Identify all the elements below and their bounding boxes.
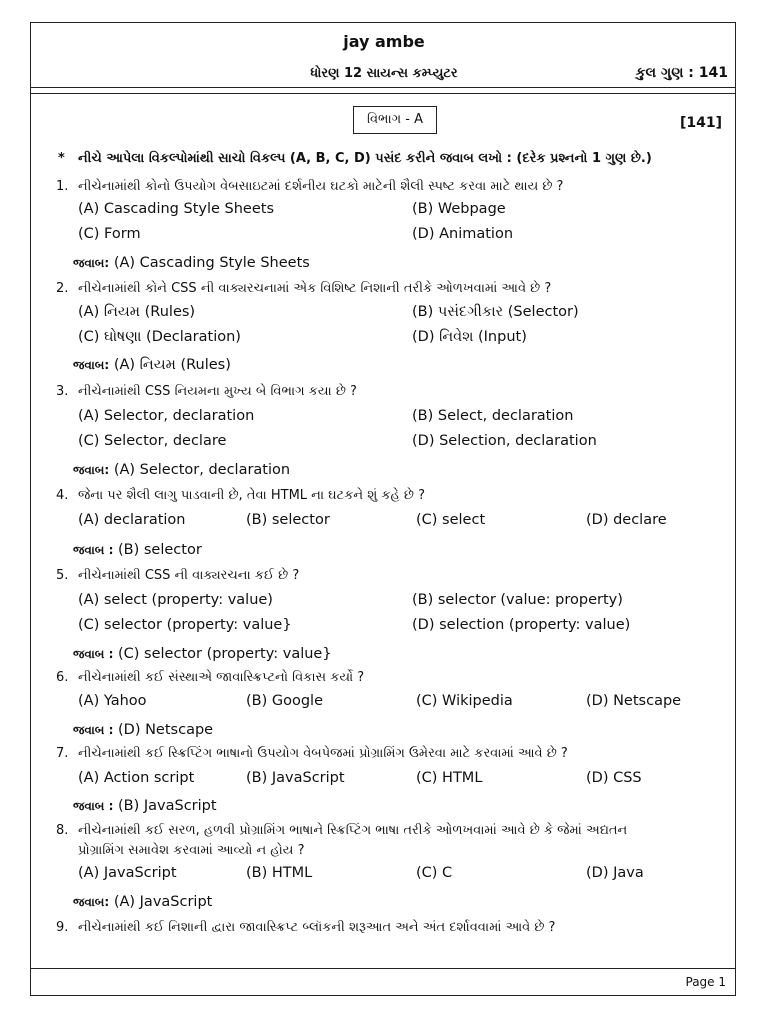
answer-7: [73, 798, 217, 814]
question-8-continued: પ્રોગ્રામિંગ સમાવેશ કરવામાં આવ્યો ન હોય ?: [78, 843, 305, 858]
option-b: (B) Select, declaration: [412, 408, 574, 424]
section-marks: [141]: [679, 115, 722, 131]
option-b: (B) selector: [246, 512, 330, 528]
page-number: Page 1: [685, 975, 726, 989]
option-b: (B) પસંદગીકાર (Selector): [412, 304, 579, 320]
question-8: [56, 823, 627, 838]
answer-label: જવાબ:: [73, 256, 110, 270]
option-d: (D) Java: [586, 865, 644, 881]
answer-3: [73, 462, 290, 478]
answer-text: (A) નિયમ (Rules): [113, 357, 231, 373]
option-c: (C) Wikipedia: [416, 693, 513, 709]
question-text: નીચેનામાંથી CSS નિયમના મુખ્ય બે વિભાગ કયા છે ?: [78, 384, 357, 399]
option-d: (D) Animation: [412, 226, 514, 242]
answer-label: જવાબ:: [73, 463, 110, 477]
footer-divider: [30, 968, 736, 969]
answer-label: જવાબ :: [73, 799, 114, 813]
question-number: 1.: [56, 179, 69, 194]
question-text: જેના પર શૈલી લાગુ પાડવાની છે, તેવા HTML ના ઘટકને શું કહે છે ?: [78, 488, 426, 503]
option-b: (B) selector (value: property): [412, 592, 623, 608]
option-d: (D) selection (property: value): [412, 617, 631, 633]
question-number: 8.: [56, 823, 69, 838]
option-a: (A) Yahoo: [78, 693, 147, 709]
total-marks: કુલ ગુણ : 141: [635, 65, 728, 81]
question-number: 2.: [56, 281, 69, 296]
question-number: 7.: [56, 746, 69, 761]
option-c: (C) C: [416, 865, 453, 881]
option-a: (A) declaration: [78, 512, 186, 528]
subject-title: ધોરણ 12 સાયન્સ કમ્પ્યુટર: [310, 66, 458, 81]
answer-4: [73, 542, 202, 558]
option-d: (D) નિવેશ (Input): [412, 329, 527, 345]
option-b: (B) Google: [246, 693, 324, 709]
header-divider: [30, 87, 736, 88]
question-7: [56, 746, 568, 761]
question-text: નીચેનામાંથી કઈ નિશાની દ્વારા જાવાસ્ક્રિપ્ટ બ્લૉકની શરૂઆત અને અંત દર્શાવવામાં આવે છે ?: [78, 920, 556, 935]
option-c: (C) Selector, declare: [78, 433, 227, 449]
question-number: 5.: [56, 568, 69, 583]
answer-label: જવાબ :: [73, 723, 114, 737]
option-b: (B) JavaScript: [246, 770, 345, 786]
option-d: (D) Netscape: [586, 693, 682, 709]
question-number: 6.: [56, 670, 69, 685]
option-b: (B) HTML: [246, 865, 313, 881]
answer-label: જવાબ:: [73, 895, 110, 909]
answer-text: (A) Cascading Style Sheets: [113, 255, 310, 271]
answer-text: (C) selector (property: value}: [118, 646, 332, 662]
question-text: નીચેનામાંથી કઈ સંસ્થાએ જાવાસ્ક્રિપ્ટનો વિકાસ કર્યો ?: [78, 670, 365, 685]
answer-text: (B) selector: [118, 542, 202, 558]
question-text: નીચેનામાંથી કઈ સ્ક્રિપ્ટિંગ ભાષાનો ઉપયોગ વેબપેજમાં પ્રોગ્રામિંગ ઉમેરવા માટે કરવામાં આવે છે ?: [78, 746, 568, 761]
question-text: નીચેનામાંથી કોને CSS ની વાક્યરચનામાં એક વિશિષ્ટ નિશાની તરીકે ઓળખવામાં આવે છે ?: [78, 281, 552, 296]
answer-text: (A) JavaScript: [113, 894, 213, 910]
answer-label: જવાબ:: [73, 358, 110, 372]
header-divider-double: [30, 93, 736, 94]
question-5: [56, 568, 299, 583]
option-a: (A) JavaScript: [78, 865, 177, 881]
answer-6: [73, 722, 213, 738]
question-text: નીચેનામાંથી CSS ની વાક્યરચના કઈ છે ?: [78, 568, 300, 583]
question-1: [56, 179, 563, 194]
question-4: [56, 488, 425, 503]
option-c: (C) select: [416, 512, 486, 528]
answer-text: (D) Netscape: [118, 722, 214, 738]
star-icon: *: [58, 151, 65, 166]
question-number: 3.: [56, 384, 69, 399]
option-a: (A) Action script: [78, 770, 195, 786]
instruction: [58, 151, 652, 166]
option-d: (D) CSS: [586, 770, 642, 786]
question-6: [56, 670, 364, 685]
answer-8: [73, 894, 212, 910]
option-b: (B) Webpage: [412, 201, 506, 217]
option-a: (A) select (property: value): [78, 592, 273, 608]
school-name: jay ambe: [343, 32, 425, 51]
answer-label: જવાબ :: [73, 647, 114, 661]
question-2: [56, 281, 551, 296]
option-c: (C) selector (property: value}: [78, 617, 292, 633]
question-9: [56, 920, 555, 935]
answer-5: [73, 646, 332, 662]
option-c: (C) Form: [78, 226, 141, 242]
option-d: (D) Selection, declaration: [412, 433, 597, 449]
answer-text: (A) Selector, declaration: [113, 462, 291, 478]
instruction-text: નીચે આપેલા વિકલ્પોમાંથી સાચો વિકલ્પ (A, B, C, D) પસંદ કરીને જવાબ લખો : (દરેક પ્રશ્નનો 1 ગુણ છે.): [78, 151, 652, 166]
option-c: (C) HTML: [416, 770, 483, 786]
answer-label: જવાબ :: [73, 543, 114, 557]
question-number: 4.: [56, 488, 69, 503]
section-title: વિભાગ - A: [353, 106, 437, 134]
option-a: (A) નિયમ (Rules): [78, 304, 196, 320]
answer-text: (B) JavaScript: [118, 798, 217, 814]
option-c: (C) ઘોષણા (Declaration): [78, 329, 241, 345]
option-a: (A) Cascading Style Sheets: [78, 201, 275, 217]
question-text: નીચેનામાંથી કઈ સરળ, હળવી પ્રોગ્રામિંગ ભાષાને સ્ક્રિપ્ટિંગ ભાષા તરીકે ઓળખવામાં આવે છે કે જેમાં અદ્યતન: [78, 823, 628, 838]
question-text: નીચેનામાંથી કોનો ઉપયોગ વેબસાઇટમાં દર્શનીય ઘટકો માટેની શૈલી સ્પષ્ટ કરવા માટે થાય છે ?: [78, 179, 564, 194]
answer-2: [73, 357, 231, 373]
option-a: (A) Selector, declaration: [78, 408, 255, 424]
answer-1: [73, 255, 310, 271]
question-number: 9.: [56, 920, 69, 935]
question-3: [56, 384, 357, 399]
option-d: (D) declare: [586, 512, 667, 528]
